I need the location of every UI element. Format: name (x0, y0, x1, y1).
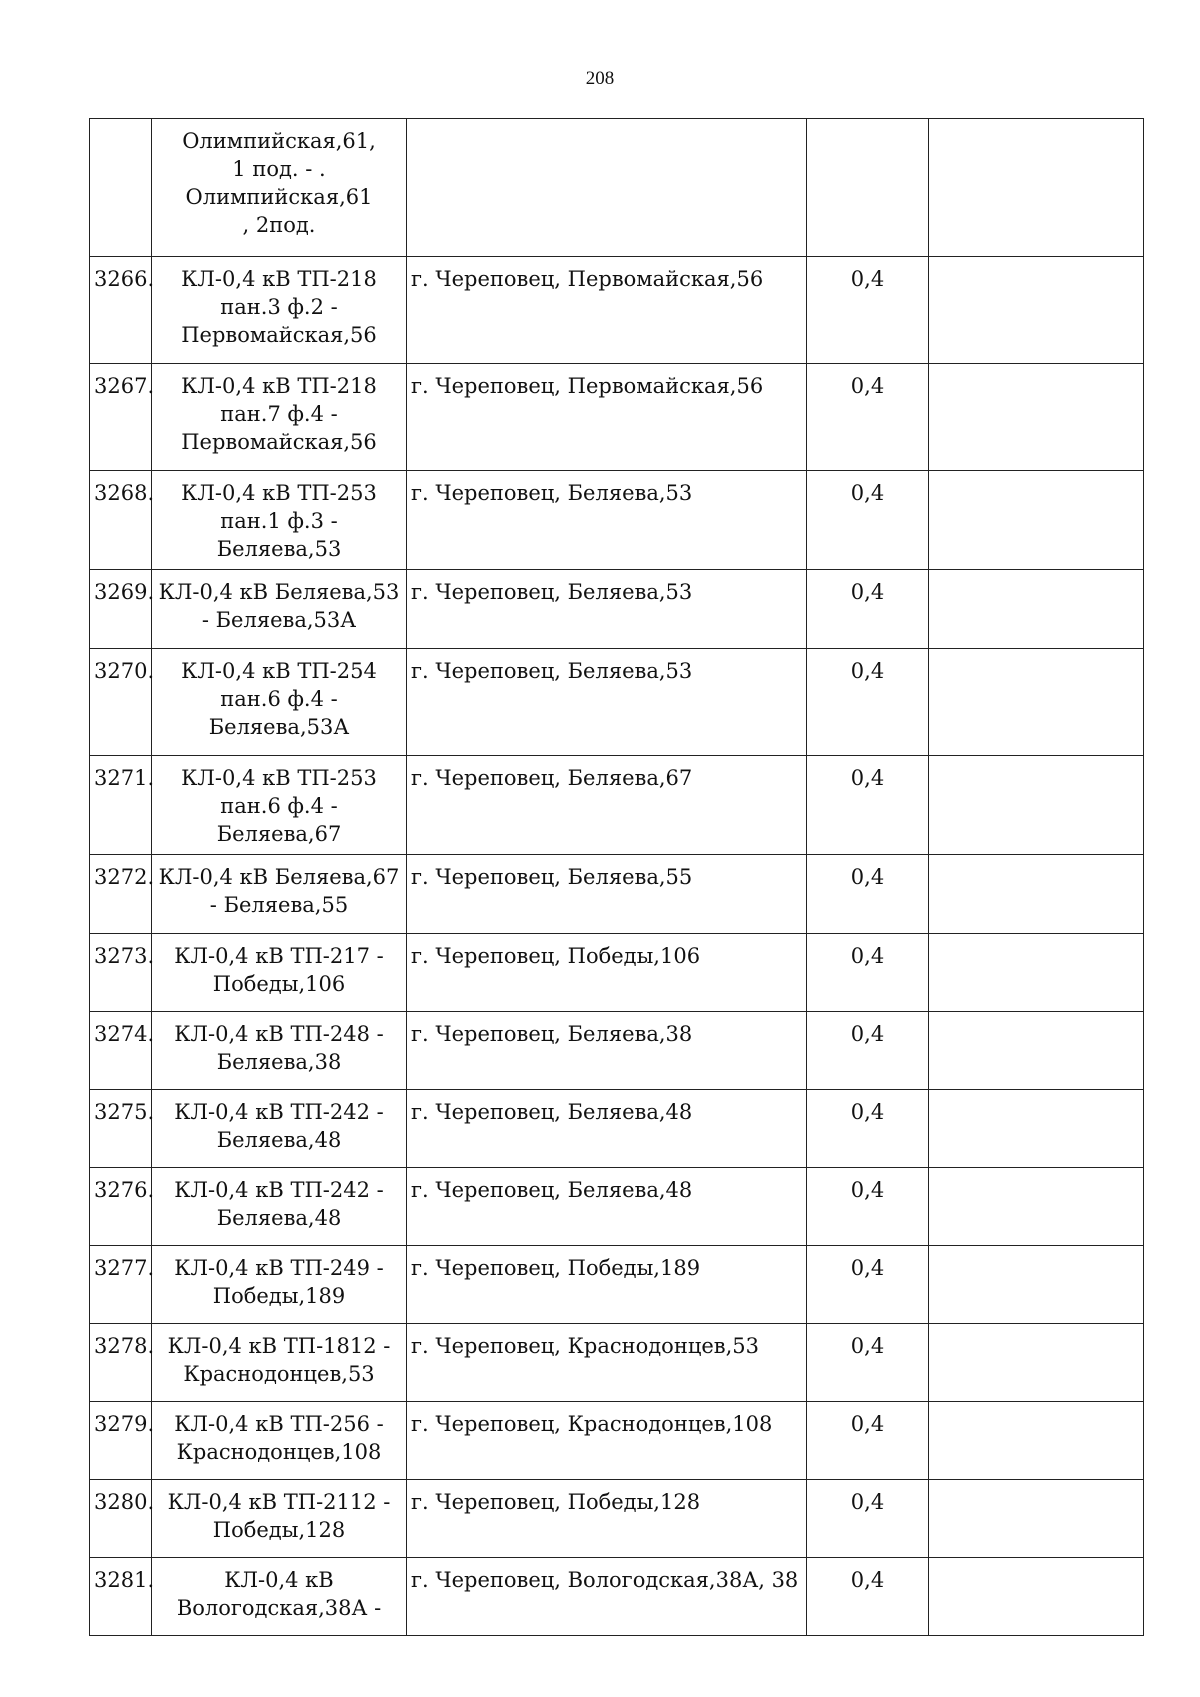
line-name-cell: КЛ-0,4 кВ ТП-256 - Краснодонцев,108 (152, 1402, 407, 1480)
row-number-cell: 3275. (90, 1090, 152, 1168)
row-number-cell: 3271. (90, 756, 152, 855)
extra-cell (929, 119, 1144, 257)
extra-cell (929, 364, 1144, 471)
voltage-cell: 0,4 (807, 1558, 929, 1636)
voltage-cell: 0,4 (807, 1324, 929, 1402)
row-number-cell: 3266. (90, 257, 152, 364)
line-name-cell: КЛ-0,4 кВ ТП-242 - Беляева,48 (152, 1090, 407, 1168)
line-name-cell: КЛ-0,4 кВ ТП-217 - Победы,106 (152, 934, 407, 1012)
extra-cell (929, 1246, 1144, 1324)
voltage-cell: 0,4 (807, 934, 929, 1012)
address-cell: г. Череповец, Победы,189 (407, 1246, 807, 1324)
voltage-cell: 0,4 (807, 1090, 929, 1168)
extra-cell (929, 1012, 1144, 1090)
address-cell: г. Череповец, Победы,128 (407, 1480, 807, 1558)
line-name-cell: КЛ-0,4 кВ ТП-2112 - Победы,128 (152, 1480, 407, 1558)
extra-cell (929, 756, 1144, 855)
address-cell: г. Череповец, Краснодонцев,53 (407, 1324, 807, 1402)
line-name-cell: КЛ-0,4 кВ Беляева,53 - Беляева,53А (152, 570, 407, 649)
voltage-cell: 0,4 (807, 1012, 929, 1090)
voltage-cell: 0,4 (807, 649, 929, 756)
address-cell: г. Череповец, Беляева,53 (407, 649, 807, 756)
row-number-cell: 3268. (90, 471, 152, 570)
row-number-cell: 3272. (90, 855, 152, 934)
table-row (90, 1324, 1144, 1402)
address-cell: г. Череповец, Беляева,48 (407, 1090, 807, 1168)
address-cell: г. Череповец, Беляева,38 (407, 1012, 807, 1090)
extra-cell (929, 1480, 1144, 1558)
extra-cell (929, 1402, 1144, 1480)
extra-cell (929, 649, 1144, 756)
table-row (90, 1168, 1144, 1246)
address-cell: г. Череповец, Беляева,67 (407, 756, 807, 855)
row-number-cell: 3279. (90, 1402, 152, 1480)
row-number-cell: 3281. (90, 1558, 152, 1636)
line-name-cell: КЛ-0,4 кВ Вологодская,38А - (152, 1558, 407, 1636)
table-row (90, 570, 1144, 649)
address-cell: г. Череповец, Беляева,53 (407, 471, 807, 570)
voltage-cell: 0,4 (807, 471, 929, 570)
line-name-cell: КЛ-0,4 кВ ТП-242 - Беляева,48 (152, 1168, 407, 1246)
extra-cell (929, 1168, 1144, 1246)
line-name-cell: КЛ-0,4 кВ ТП-248 - Беляева,38 (152, 1012, 407, 1090)
line-name-cell: КЛ-0,4 кВ ТП-218 пан.3 ф.2 - Первомайская,56 (152, 257, 407, 364)
table-row (90, 855, 1144, 934)
row-number-cell: 3270. (90, 649, 152, 756)
extra-cell (929, 471, 1144, 570)
table-row (90, 1090, 1144, 1168)
table-row (90, 1402, 1144, 1480)
row-number-cell: 3273. (90, 934, 152, 1012)
row-number-cell: 3274. (90, 1012, 152, 1090)
voltage-cell: 0,4 (807, 1480, 929, 1558)
table-row (90, 1480, 1144, 1558)
address-cell: г. Череповец, Краснодонцев,108 (407, 1402, 807, 1480)
row-number-cell: 3267. (90, 364, 152, 471)
table-row (90, 934, 1144, 1012)
table-row (90, 364, 1144, 471)
row-number-cell: 3277. (90, 1246, 152, 1324)
voltage-cell: 0,4 (807, 570, 929, 649)
table-row (90, 1012, 1144, 1090)
address-cell: г. Череповец, Первомайская,56 (407, 257, 807, 364)
row-number-cell: 3280. (90, 1480, 152, 1558)
line-name-cell: КЛ-0,4 кВ ТП-254 пан.6 ф.4 - Беляева,53А (152, 649, 407, 756)
row-number-cell: 3276. (90, 1168, 152, 1246)
row-number-cell (90, 119, 152, 257)
address-cell: г. Череповец, Победы,106 (407, 934, 807, 1012)
extra-cell (929, 257, 1144, 364)
line-name-cell: Олимпийская,61, 1 под. - . Олимпийская,61 , 2под. (152, 119, 407, 257)
extra-cell (929, 1090, 1144, 1168)
voltage-cell: 0,4 (807, 1246, 929, 1324)
voltage-cell: 0,4 (807, 1168, 929, 1246)
line-name-cell: КЛ-0,4 кВ Беляева,67 - Беляева,55 (152, 855, 407, 934)
table-row (90, 471, 1144, 570)
table-row (90, 1558, 1144, 1636)
table-body (90, 119, 1144, 1636)
page-number: 208 (585, 68, 615, 89)
table-row (90, 1246, 1144, 1324)
row-number-cell: 3278. (90, 1324, 152, 1402)
voltage-cell (807, 119, 929, 257)
address-cell (407, 119, 807, 257)
line-name-cell: КЛ-0,4 кВ ТП-253 пан.6 ф.4 - Беляева,67 (152, 756, 407, 855)
address-cell: г. Череповец, Беляева,48 (407, 1168, 807, 1246)
extra-cell (929, 934, 1144, 1012)
line-name-cell: КЛ-0,4 кВ ТП-253 пан.1 ф.3 - Беляева,53 (152, 471, 407, 570)
address-cell: г. Череповец, Беляева,55 (407, 855, 807, 934)
table-row (90, 257, 1144, 364)
cable-line-register-table (89, 118, 1144, 1636)
extra-cell (929, 1324, 1144, 1402)
extra-cell (929, 855, 1144, 934)
extra-cell (929, 1558, 1144, 1636)
voltage-cell: 0,4 (807, 756, 929, 855)
line-name-cell: КЛ-0,4 кВ ТП-249 - Победы,189 (152, 1246, 407, 1324)
voltage-cell: 0,4 (807, 364, 929, 471)
table-row (90, 649, 1144, 756)
row-number-cell: 3269. (90, 570, 152, 649)
voltage-cell: 0,4 (807, 257, 929, 364)
voltage-cell: 0,4 (807, 1402, 929, 1480)
line-name-cell: КЛ-0,4 кВ ТП-218 пан.7 ф.4 - Первомайская,56 (152, 364, 407, 471)
table-row (90, 119, 1144, 257)
address-cell: г. Череповец, Первомайская,56 (407, 364, 807, 471)
line-name-cell: КЛ-0,4 кВ ТП-1812 - Краснодонцев,53 (152, 1324, 407, 1402)
address-cell: г. Череповец, Вологодская,38А, 38 (407, 1558, 807, 1636)
table-row (90, 756, 1144, 855)
voltage-cell: 0,4 (807, 855, 929, 934)
extra-cell (929, 570, 1144, 649)
address-cell: г. Череповец, Беляева,53 (407, 570, 807, 649)
